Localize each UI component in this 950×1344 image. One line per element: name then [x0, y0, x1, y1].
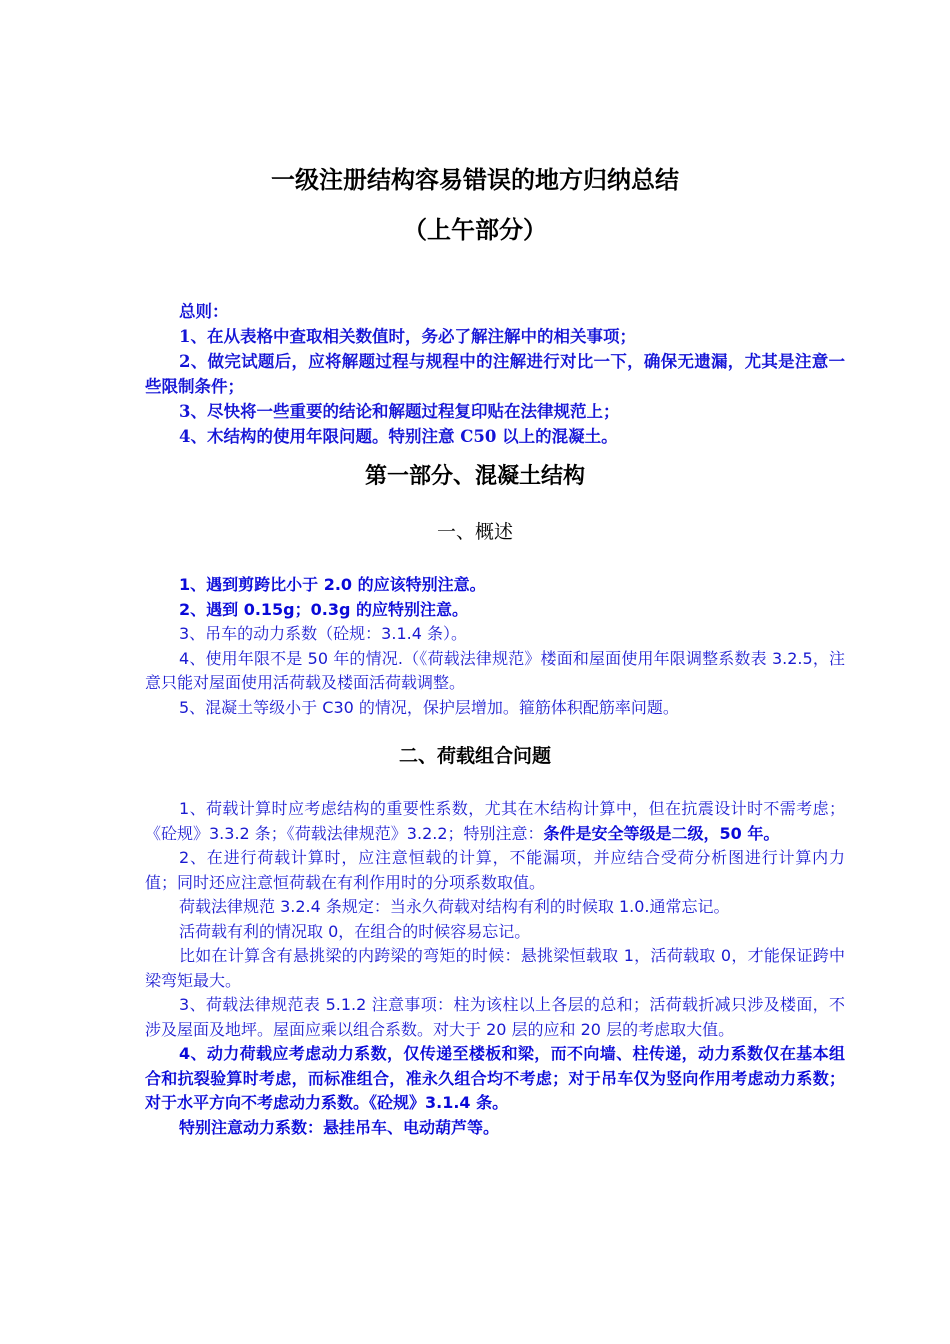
overview-item: 4、使用年限不是 50 年的情况.（《荷载法律规范》楼面和屋面使用年限调整系数表 3.2.5，注意只能对屋面使用活荷载及楼面活荷载调整。 [145, 648, 845, 692]
overview-heading: 一、概述 [436, 521, 513, 543]
load-p1-text: 1、荷载计算时应考虑结构的重要性系数，尤其在木结构计算中，但在抗震设计时不需考虑；《砼规》3.3.2 条；《荷载法律规范》3.2.2；特别注意： [145, 799, 845, 843]
overview-item: 3、吊车的动力系数（砼规：3.1.4 条）。 [179, 624, 467, 643]
load-section [145, 797, 845, 1140]
load-paragraph: 4、动力荷载应考虑动力系数，仅传递至楼板和梁，而不向墙、柱传递，动力系数仅在基本组合和抗裂验算时考虑，而标准组合，准永久组合均不考虑；对于吊车仅为竖向作用考虑动力系数；对于水平方向不考虑动力系数。《砼规》3.1.4 条。 [145, 1044, 845, 1112]
load-paragraph: 特别注意动力系数：悬挂吊车、电动葫芦等。 [179, 1117, 500, 1137]
load-p1-bold: 条件是安全等级是二级，50 年。 [543, 823, 780, 843]
load-paragraph: 3、荷载法律规范表 5.1.2 注意事项：柱为该柱以上各层的总和；活荷载折减只涉及楼面，不涉及屋面及地坪。屋面应乘以组合系数。对大于 20 层的应和 20 层的考虑取大值。 [145, 995, 845, 1039]
load-paragraph: 比如在计算含有悬挑梁的内跨梁的弯矩的时候：悬挑梁恒载取 1，活荷载取 0，才能保证跨中梁弯矩最大。 [145, 946, 845, 990]
load-paragraph: 活荷载有利的情况取 0，在组合的时候容易忘记。 [179, 921, 531, 941]
general-rules [145, 299, 845, 449]
part1-heading: 第一部分、混凝土结构 [364, 463, 585, 489]
load-heading: 二、荷载组合问题 [398, 745, 551, 767]
load-paragraph [145, 797, 845, 846]
load-paragraph: 荷载法律规范 3.2.4 条规定：当永久荷载对结构有利的时候取 1.0.通常忘记。 [179, 897, 730, 916]
general-item: 3、尽快将一些重要的结论和解题过程复印贴在法律规范上； [179, 402, 620, 421]
overview-list [145, 573, 845, 720]
overview-item: 1、遇到剪跨比小于 2.0 的应该特别注意。 [179, 575, 486, 594]
overview-item: 5、混凝土等级小于 C30 的情况，保护层增加。箍筋体积配筋率问题。 [179, 697, 679, 717]
general-item: 1、在从表格中查取相关数值时，务必了解注解中的相关事项； [179, 327, 636, 346]
document-subtitle: （上午部分） [403, 215, 547, 244]
general-item: 4、木结构的使用年限问题。特别注意 C50 以上的混凝土。 [179, 427, 618, 446]
general-heading: 总则： [179, 302, 229, 321]
general-item: 2、做完试题后，应将解题过程与规程中的注解进行对比一下，确保无遗漏，尤其是注意一些限制条件； [145, 352, 845, 396]
load-paragraph: 2、在进行荷载计算时，应注意恒载的计算，不能漏项，并应结合受荷分析图进行计算内力值；同时还应注意恒荷载在有利作用时的分项系数取值。 [145, 848, 845, 892]
document-title: 一级注册结构容易错误的地方归纳总结 [271, 165, 679, 194]
overview-item: 2、遇到 0.15g；0.3g 的应特别注意。 [179, 599, 469, 619]
